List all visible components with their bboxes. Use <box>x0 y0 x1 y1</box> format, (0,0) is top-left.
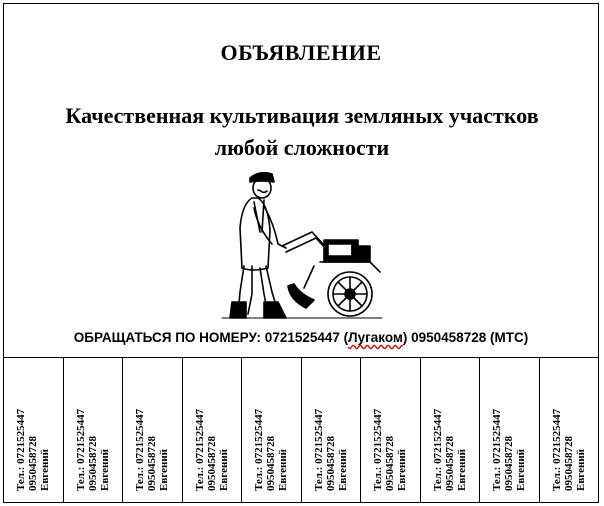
tab-name: Евгений <box>574 448 587 491</box>
tab-phone-2: 0950458728 <box>205 435 218 491</box>
tab-phone-1: Тел.: 0721525447 <box>74 408 87 491</box>
contact-region: Лугаком <box>348 330 403 345</box>
tab-name: Евгений <box>515 448 528 491</box>
tab-phone-2: 0950458728 <box>384 435 397 491</box>
contact-line <box>4 330 598 345</box>
tab-name: Евгений <box>455 448 468 491</box>
page-title: ОБЪЯВЛЕНИЕ <box>220 40 382 65</box>
announcement-sheet <box>3 3 599 503</box>
tear-off-tab[interactable] <box>123 358 183 503</box>
tab-phone-2: 0950458728 <box>146 435 159 491</box>
tab-phone-2: 0950458728 <box>265 435 278 491</box>
tab-phone-1: Тел.: 0721525447 <box>15 408 28 491</box>
tear-off-tab[interactable] <box>64 358 124 503</box>
tab-name: Евгений <box>277 448 290 491</box>
subtitle-line-2: любой сложности <box>214 135 390 160</box>
tab-phone-1: Тел.: 0721525447 <box>193 408 206 491</box>
contact-prefix: ОБРАЩАТЬСЯ ПО НОМЕРУ: 0721525447 ( <box>73 330 349 345</box>
tab-phone-2: 0950458728 <box>324 435 337 491</box>
tab-phone-2: 0950458728 <box>27 435 40 491</box>
tab-phone-2: 0950458728 <box>562 435 575 491</box>
tab-phone-1: Тел.: 0721525447 <box>431 408 444 491</box>
tab-name: Евгений <box>336 448 349 491</box>
tab-phone-1: Тел.: 0721525447 <box>134 408 147 491</box>
tear-off-tab[interactable] <box>242 358 302 503</box>
tear-off-tab[interactable] <box>480 358 540 503</box>
man-with-tiller-icon <box>202 162 392 324</box>
contact-suffix: ) 0950458728 (МТС) <box>402 330 529 345</box>
tear-off-tab[interactable] <box>4 358 64 503</box>
tear-off-tab[interactable] <box>540 358 599 503</box>
tab-phone-1: Тел.: 0721525447 <box>253 408 266 491</box>
tab-phone-1: Тел.: 0721525447 <box>312 408 325 491</box>
tab-name: Евгений <box>158 448 171 491</box>
tab-phone-1: Тел.: 0721525447 <box>550 408 563 491</box>
tear-off-tab[interactable] <box>302 358 362 503</box>
tear-off-tab[interactable] <box>421 358 481 503</box>
tab-name: Евгений <box>39 448 52 491</box>
tab-phone-1: Тел.: 0721525447 <box>491 408 504 491</box>
subtitle-line-1: Качественная культивация земляных участков <box>65 103 539 128</box>
tab-name: Евгений <box>98 448 111 491</box>
tab-name: Евгений <box>217 448 230 491</box>
tear-off-tabs <box>4 357 598 503</box>
tab-phone-1: Тел.: 0721525447 <box>372 408 385 491</box>
tab-phone-2: 0950458728 <box>443 435 456 491</box>
service-description <box>14 100 590 164</box>
tear-off-tab[interactable] <box>361 358 421 503</box>
tab-phone-2: 0950458728 <box>503 435 516 491</box>
tear-off-tab[interactable] <box>183 358 243 503</box>
tab-name: Евгений <box>396 448 409 491</box>
tab-phone-2: 0950458728 <box>86 435 99 491</box>
